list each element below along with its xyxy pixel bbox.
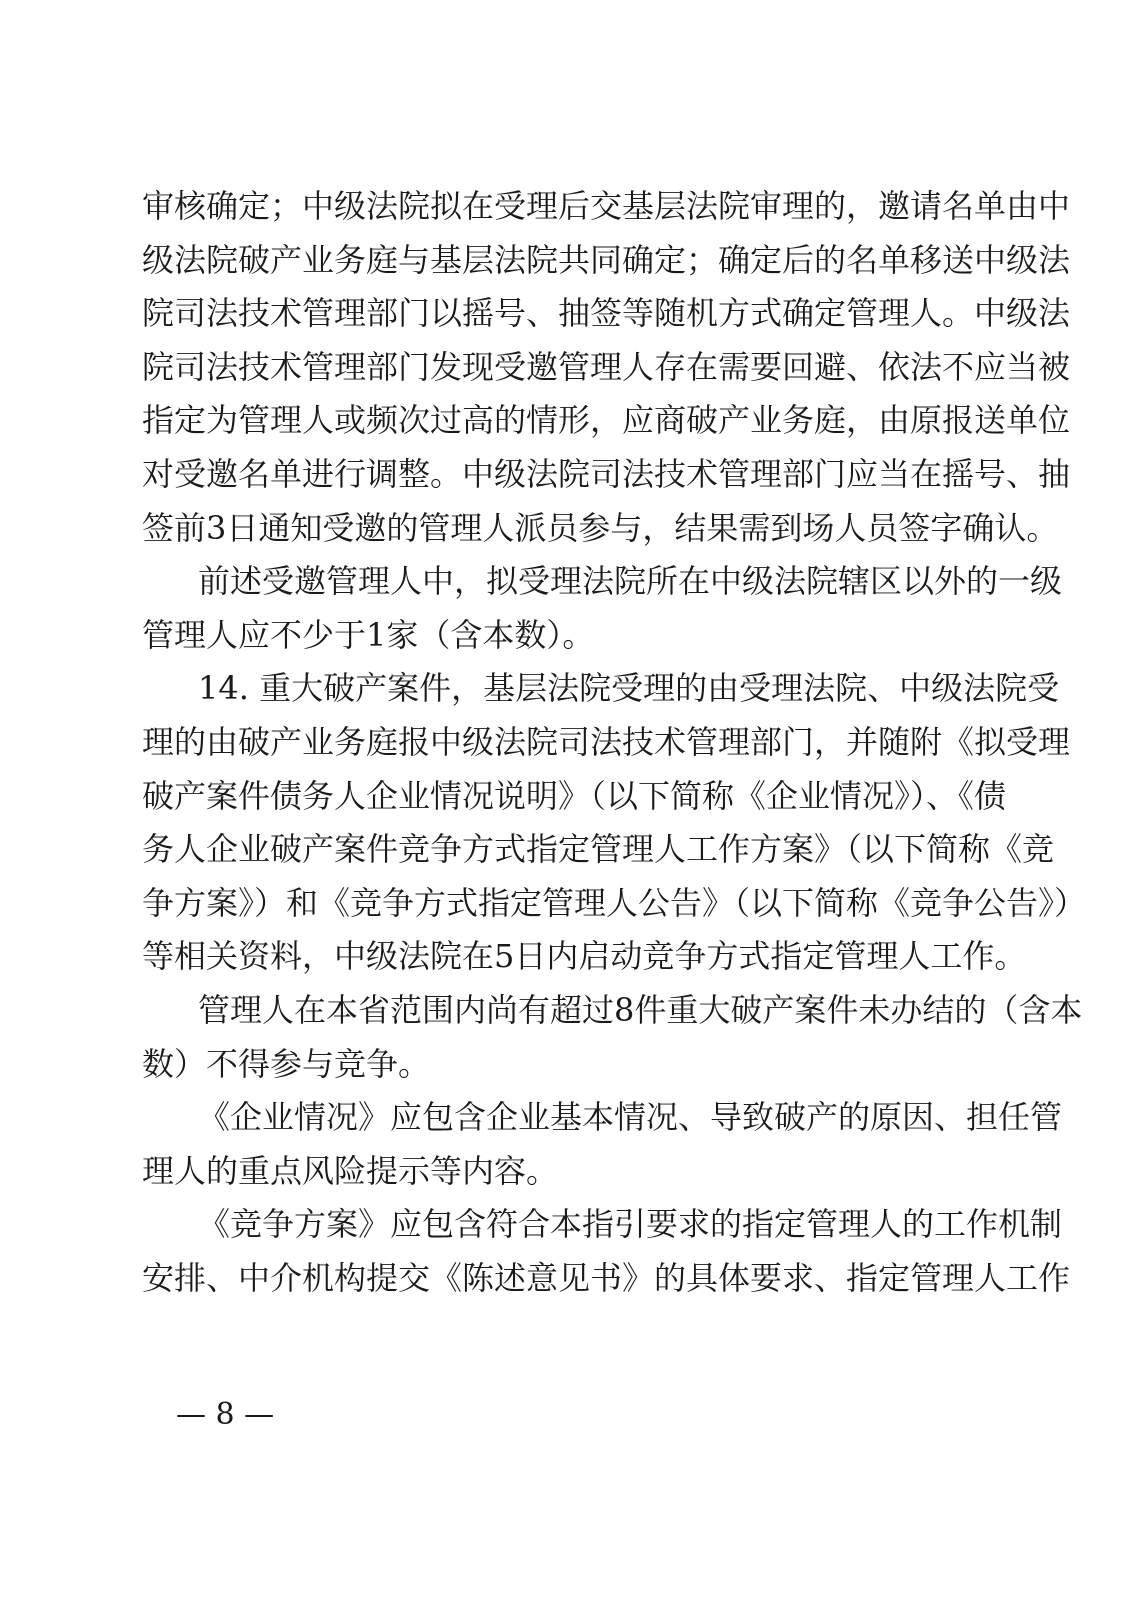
text-line: 等相关资料，中级法院在5日内启动竞争方式指定管理人工作。: [142, 937, 1027, 976]
text-line: 院司法技术管理部门以摇号、抽签等随机方式确定管理人。中级法: [142, 294, 1071, 333]
text-line: 《企业情况》应包含企业基本情况、导致破产的原因、担任管: [198, 1098, 1063, 1137]
text-line: 安排、中介机构提交《陈述意见书》的具体要求、指定管理人工作: [142, 1258, 1071, 1297]
text-line: 指定为管理人或频次过高的情形，应商破产业务庭，由原报送单位: [142, 401, 1071, 440]
body-text: [142, 180, 1087, 1305]
text-line: 争方案》）和《竞争方式指定管理人公告》（以下简称《竞争公告》）: [142, 883, 1087, 922]
text-line: 《竞争方案》应包含符合本指引要求的指定管理人的工作机制: [198, 1205, 1063, 1244]
text-line: 级法院破产业务庭与基层法院共同确定；确定后的名单移送中级法: [142, 240, 1071, 279]
text-line: 数）不得参与竞争。: [142, 1044, 431, 1083]
text-line: 理的由破产业务庭报中级法院司法技术管理部门，并随附《拟受理: [142, 722, 1071, 761]
text-line: 14. 重大破产案件，基层法院受理的由受理法院、中级法院受: [198, 669, 1060, 708]
text-line: 对受邀名单进行调整。中级法院司法技术管理部门应当在摇号、抽: [142, 454, 1071, 493]
text-line: 管理人应不少于1家（含本数）。: [142, 615, 595, 654]
text-line: 管理人在本省范围内尚有超过8件重大破产案件未办结的（含本: [198, 990, 1083, 1029]
page-number: — 8 —: [176, 1397, 275, 1432]
text-line: 审核确定；中级法院拟在受理后交基层法院审理的，邀请名单由中: [142, 187, 1071, 225]
text-line: 院司法技术管理部门发现受邀管理人存在需要回避、依法不应当被: [142, 347, 1071, 386]
text-line: 理人的重点风险提示等内容。: [142, 1151, 559, 1190]
text-line: 前述受邀管理人中，拟受理法院所在中级法院辖区以外的一级: [198, 562, 1063, 601]
text-line: 签前3日通知受邀的管理人派员参与，结果需到场人员签字确认。: [142, 508, 1059, 547]
text-line: 务人企业破产案件竞争方式指定管理人工作方案》（以下简称《竞: [142, 830, 1055, 869]
text-line: 破产案件债务人企业情况说明》（以下简称《企业情况》）、《债: [142, 776, 1007, 815]
